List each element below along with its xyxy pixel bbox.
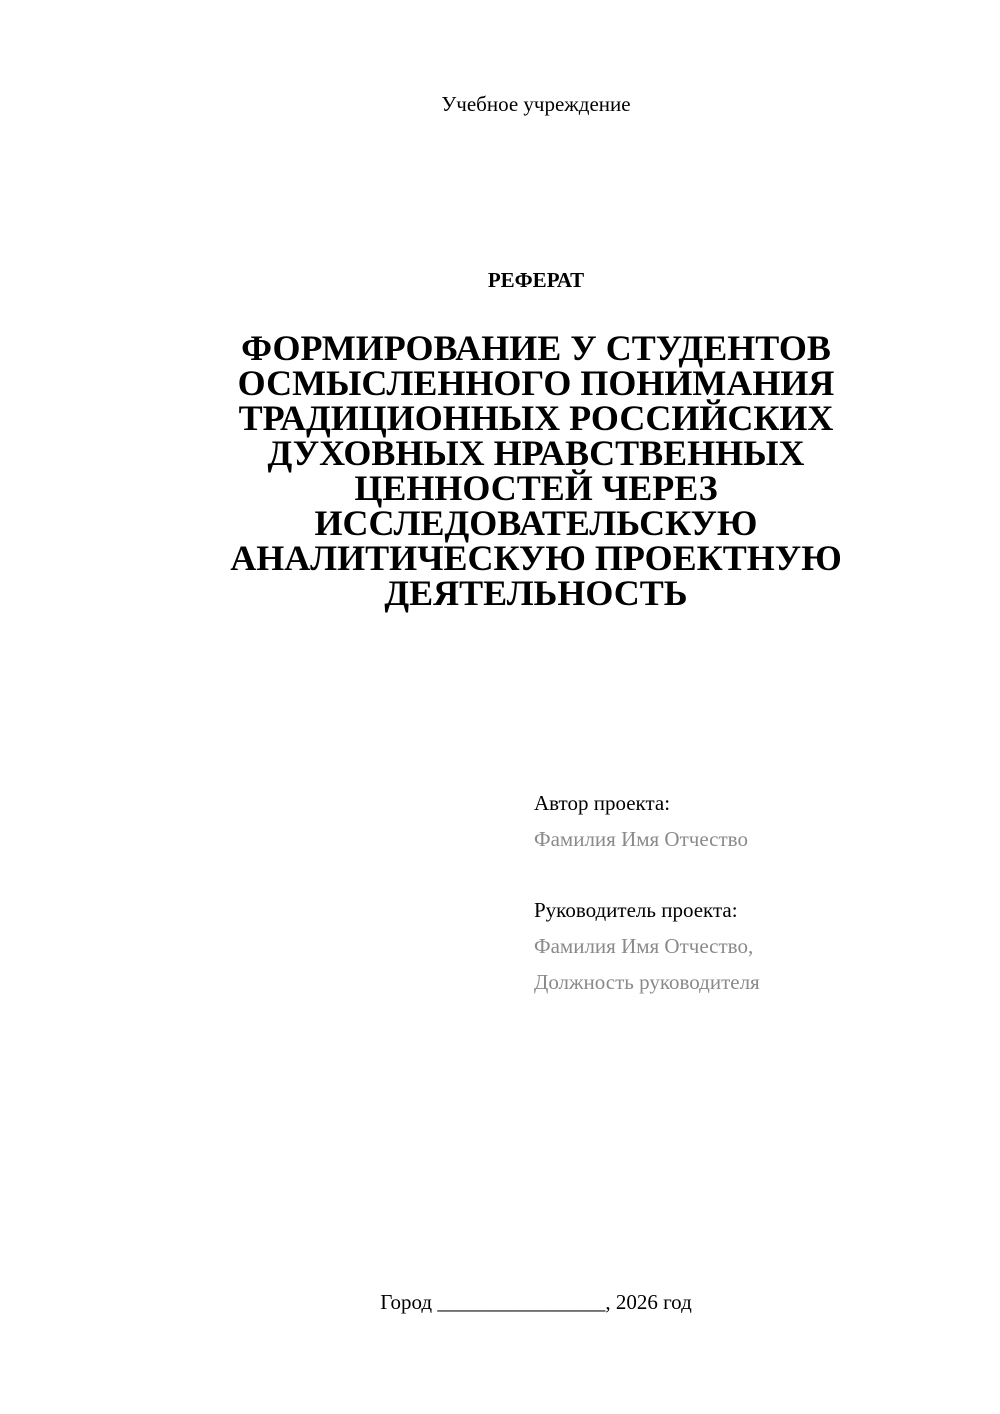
title-line: ДУХОВНЫХ НРАВСТВЕННЫХ [267,433,805,473]
title-line: ТРАДИЦИОННЫХ РОССИЙСКИХ [238,398,834,438]
title-line: ИССЛЕДОВАТЕЛЬСКУЮ [314,503,758,543]
title-line: ФОРМИРОВАНИЕ У СТУДЕНТОВ [241,328,831,368]
author-block [534,785,748,857]
supervisor-label: Руководитель проекта: [534,898,738,922]
supervisor-block [534,892,760,1000]
author-label: Автор проекта: [534,791,671,815]
institution-name: Учебное учреждение [441,92,631,116]
author-name: Фамилия Имя Отчество [534,827,748,851]
city-year-footer: Город ________________, 2026 год [380,1290,692,1314]
supervisor-name: Фамилия Имя Отчество, [534,934,754,958]
title-line: ОСМЫСЛЕННОГО ПОНИМАНИЯ [237,363,835,403]
document-title [200,328,872,613]
title-line: ЦЕННОСТЕЙ ЧЕРЕЗ [354,468,718,508]
supervisor-position: Должность руководителя [534,970,760,994]
title-line: АНАЛИТИЧЕСКУЮ ПРОЕКТНУЮ [230,538,842,578]
document-type: РЕФЕРАТ [487,268,585,292]
title-line: ДЕЯТЕЛЬНОСТЬ [384,573,688,613]
